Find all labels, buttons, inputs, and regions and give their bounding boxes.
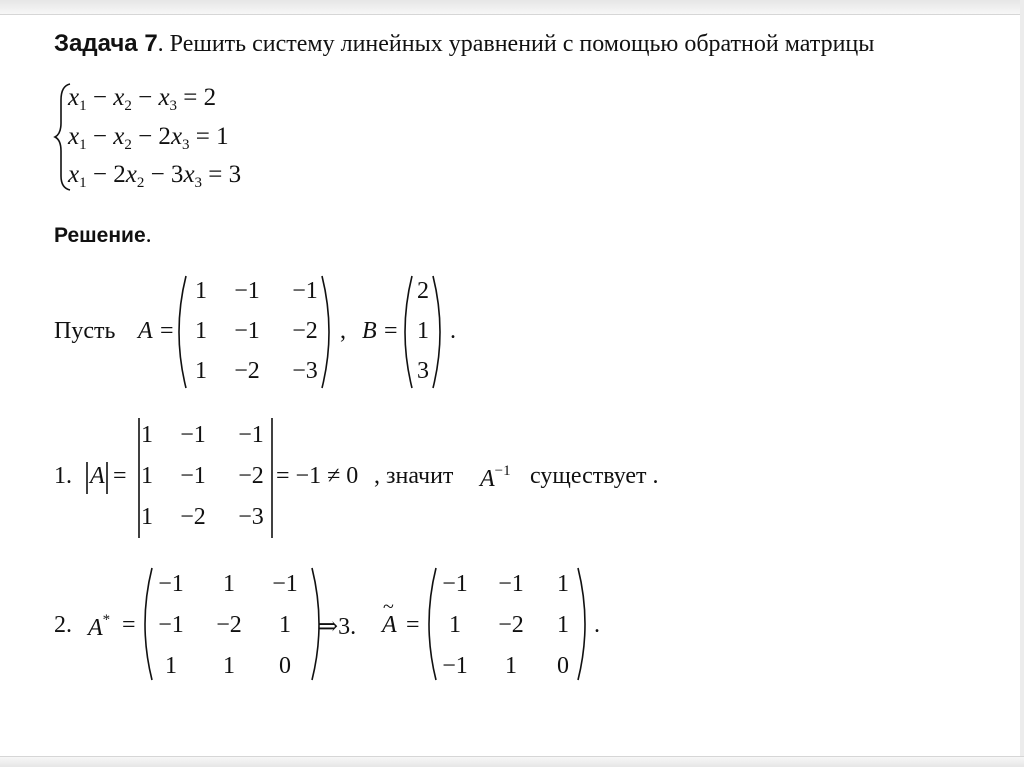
matrix-Atilde-cell: −2 [498,612,524,638]
Atilde-name: A [382,612,397,638]
Astar-equals: = [122,612,136,638]
matrix-Astar-cell: 0 [279,653,291,679]
period: . [450,318,456,344]
A-name: A [138,318,153,344]
det-cell: 1 [141,422,153,448]
matrix-Astar-cell: −2 [216,612,242,638]
B-name: B [362,318,377,344]
det-cell: −1 [238,422,264,448]
A-equals: = [160,318,174,344]
matrix-A-cell: −2 [292,318,318,344]
det-cell: 1 [141,463,153,489]
det-cell: −1 [180,422,206,448]
equation-row-3: $x_1 - 2x_2 - 3x_3 = 3$ [68,161,242,191]
implies-step3: ⇒3. [318,614,357,640]
matrix-Astar-cell: −1 [272,571,298,597]
comma: , [340,318,346,344]
Astar-name: A* [88,612,111,641]
matrix-Atilde-cell: −1 [442,653,468,679]
matrix-Astar-cell: −1 [158,571,184,597]
matrix-A-cell: −1 [234,318,260,344]
det-equals: = [113,463,127,489]
matrix-B-cell: 2 [417,278,429,304]
abs-A-name: A [90,463,105,489]
det-cell: −2 [180,504,206,530]
equation-row-2: $x_1 - x_2 - 2x_3 = 1$ [68,123,229,153]
Atilde-equals: = [406,612,420,638]
matrix-Atilde-cell: 1 [557,612,569,638]
matrix-Astar-cell: 1 [165,653,177,679]
B-equals: = [384,318,398,344]
matrix-A-cell: −1 [234,278,260,304]
step1-number: 1. [54,463,72,489]
task-label: Задача 7 [54,30,158,57]
matrix-A-cell: −2 [234,358,260,384]
matrix-A-cell: 1 [195,358,207,384]
matrix-B-cell: 3 [417,358,429,384]
matrix-B-cell: 1 [417,318,429,344]
det-cell: 1 [141,504,153,530]
therefore-text: , значит [374,463,454,489]
det-cell: −1 [180,463,206,489]
matrix-A-cell: 1 [195,318,207,344]
tilde-mark: ~ [383,596,394,618]
matrix-Astar-cell: 1 [223,653,235,679]
matrix-Atilde-cell: 1 [449,612,461,638]
matrix-Astar-cell: 1 [279,612,291,638]
step2-number: 2. [54,612,72,638]
let-text: Пусть [54,318,116,344]
final-period: . [594,612,600,638]
det-cell: −2 [238,463,264,489]
matrix-Astar-cell: −1 [158,612,184,638]
det-cell: −3 [238,504,264,530]
det-result: = −1 ≠ 0 [276,463,359,489]
matrix-Atilde-cell: 0 [557,653,569,679]
matrix-Atilde-cell: −1 [442,571,468,597]
matrix-Atilde-cell: −1 [498,571,524,597]
matrix-A-cell: 1 [195,278,207,304]
matrix-A-cell: −3 [292,358,318,384]
matrix-A-cell: −1 [292,278,318,304]
inverse-name: $A^{-1}$ [480,463,511,492]
matrix-Atilde-cell: 1 [505,653,517,679]
exists-text: существует . [530,463,659,489]
matrix-Atilde-cell: 1 [557,571,569,597]
solution-heading: Решение. [54,222,152,248]
equation-row-1: $x_1 - x_2 - x_3 = 2$ [68,84,217,114]
task-text: . Решить систему линейных уравнений с помощью обратной матрицы [157,31,875,57]
matrix-Astar-cell: 1 [223,571,235,597]
